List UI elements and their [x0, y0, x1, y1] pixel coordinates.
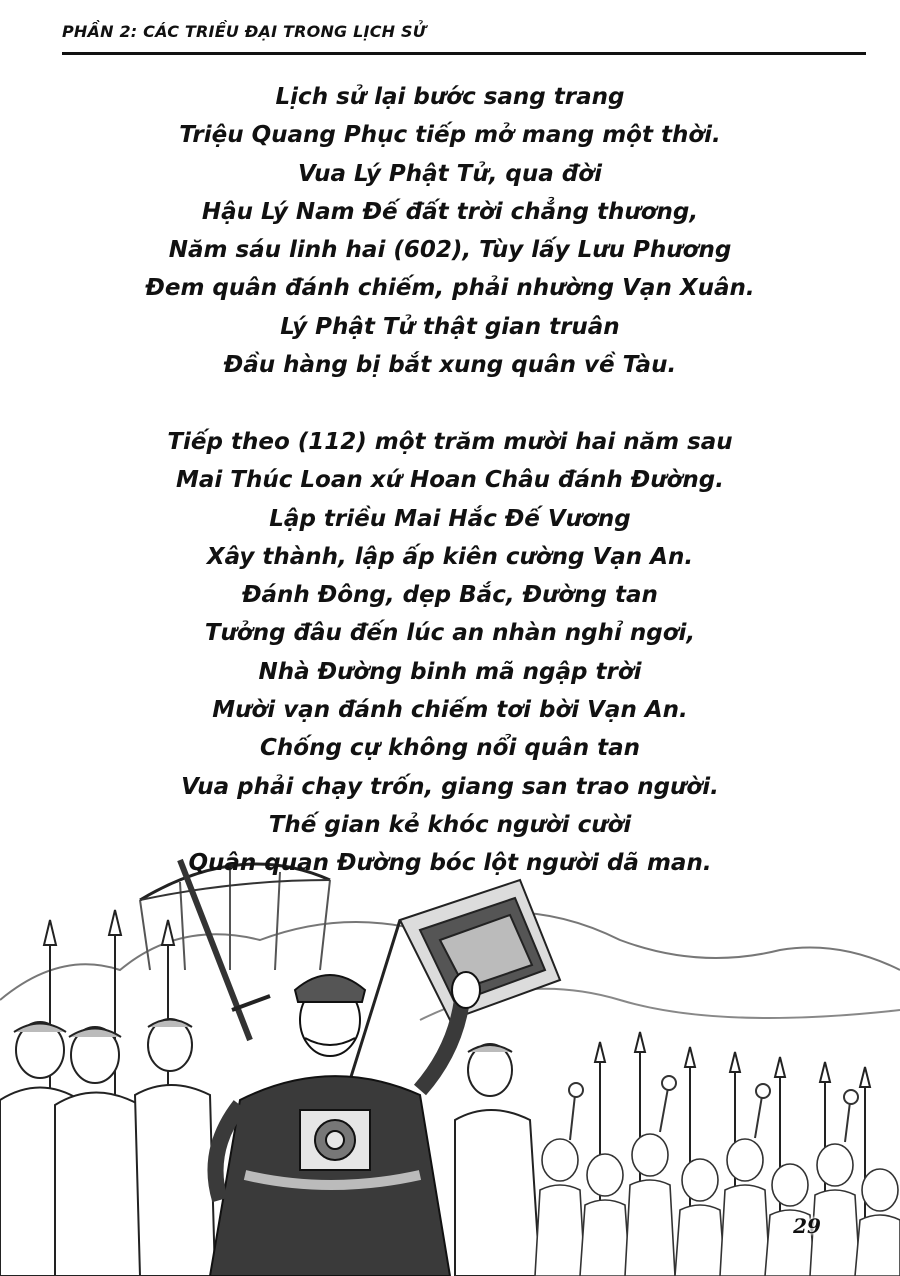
- poem-line: Đem quân đánh chiếm, phải nhường Vạn Xuân.: [145, 275, 755, 302]
- running-header: PHẦN 2: CÁC TRIỀU ĐẠI TRONG LỊCH SỬ: [62, 22, 426, 41]
- poem-line: Mai Thúc Loan xứ Hoan Châu đánh Đường.: [176, 467, 724, 494]
- poem-line: Mười vạn đánh chiếm tơi bời Vạn An.: [212, 697, 688, 724]
- header-divider: [62, 52, 866, 55]
- poem-stanza-1: [60, 78, 840, 384]
- poem-line: Hậu Lý Nam Đế đất trời chẳng thương,: [201, 198, 699, 225]
- poem-stanza-2: [60, 423, 840, 883]
- poem-line: Triệu Quang Phục tiếp mở mang một thời.: [179, 122, 721, 149]
- poem-line: Lý Phật Tử thật gian truân: [280, 313, 620, 340]
- poem-line: Chống cự không nổi quân tan: [260, 735, 640, 762]
- poem-line: Đầu hàng bị bắt xung quân về Tàu.: [223, 352, 677, 379]
- poem-line: Lịch sử lại bước sang trang: [275, 84, 625, 110]
- battle-illustration: [0, 820, 900, 1276]
- poem-line: Thế gian kẻ khóc người cười: [268, 811, 632, 838]
- page-number: 29: [793, 1214, 821, 1238]
- poem-line: Vua Lý Phật Tử, qua đời: [298, 160, 602, 187]
- poem-line: Tưởng đâu đến lúc an nhàn nghỉ ngơi,: [204, 620, 696, 647]
- poem-line: Lập triều Mai Hắc Đế Vương: [269, 505, 631, 532]
- poem-line: Nhà Đường binh mã ngập trời: [258, 658, 642, 685]
- poem-line: Năm sáu linh hai (602), Tùy lấy Lưu Phương: [168, 237, 732, 264]
- poem-line: Vua phải chạy trốn, giang san trao người.: [181, 773, 719, 800]
- poem-line: Đánh Đông, dẹp Bắc, Đường tan: [242, 582, 658, 609]
- poem-line: Xây thành, lập ấp kiên cường Vạn An.: [206, 543, 694, 570]
- poem-line: Tiếp theo (112) một trăm mười hai năm sau: [167, 429, 733, 455]
- poem-line: Quân quan Đường bóc lột người dã man.: [188, 850, 712, 877]
